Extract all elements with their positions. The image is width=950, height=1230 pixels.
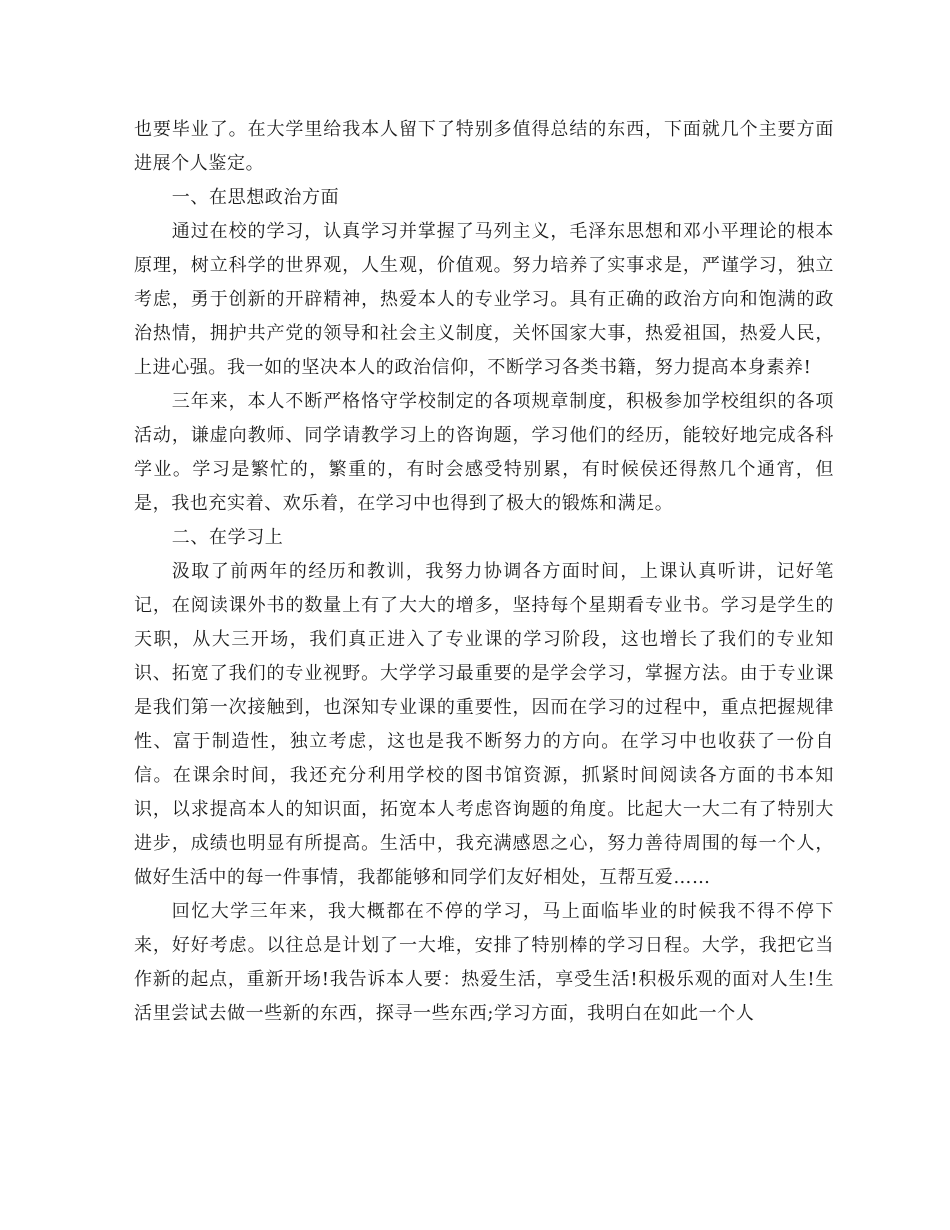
- document-body: [134, 113, 834, 1031]
- section-heading-political: 一、在思想政治方面: [171, 187, 340, 208]
- paragraph-political-2: 三年来，本人不断严格恪守学校制定的各项规章制度，积极参加学校组织的各项活动，谦虚向教师、同学请教学习上的咨询题，学习他们的经历，能较好地完成各科学业。学习是繁忙的，繁重的，有时会感受特别累，有时候侯还得熬几个通宵，但是，我也充实着、欢乐着，在学习中也得到了极大的锻炼和满足。: [134, 391, 834, 514]
- paragraph-intro: 也要毕业了。在大学里给我本人留下了特别多值得总结的东西，下面就几个主要方面进展个人鉴定。: [134, 119, 834, 174]
- paragraph-study-1: 汲取了前两年的经历和教训，我努力协调各方面时间，上课认真听讲，记好笔记，在阅读课外书的数量上有了大大的增多，坚持每个星期看专业书。学习是学生的天职，从大三开场，我们真正进入了专业课的学习阶段，这也增长了我们的专业知识、拓宽了我们的专业视野。大学学习最重要的是学会学习，掌握方法。由于专业课是我们第一次接触到，也深知专业课的重要性，因而在学习的过程中，重点把握规律性、富于制造性，独立考虑，这也是我不断努力的方向。在学习中也收获了一份自信。在课余时间，我还充分利用学校的图书馆资源，抓紧时间阅读各方面的书本知识，以求提高本人的知识面，拓宽本人考虑咨询题的角度。比起大一大二有了特别大进步，成绩也明显有所提高。生活中，我充满感恩之心，努力善待周围的每一个人，做好生活中的每一件事情，我都能够和同学们友好相处，互帮互爱……: [134, 561, 834, 888]
- section-heading-study: 二、在学习上: [171, 527, 284, 548]
- paragraph-political-1: 通过在校的学习，认真学习并掌握了马列主义，毛泽东思想和邓小平理论的根本原理，树立科学的世界观，人生观，价值观。努力培养了实事求是，严谨学习，独立考虑，勇于创新的开辟精神，热爱本人的专业学习。具有正确的政治方向和饱满的政治热情，拥护共产党的领导和社会主义制度，关怀国家大事，热爱祖国，热爱人民，上进心强。我一如的坚决本人的政治信仰，不断学习各类书籍，努力提高本身素养!: [134, 221, 834, 378]
- paragraph-reflection: 回忆大学三年来，我大概都在不停的学习，马上面临毕业的时候我不得不停下来，好好考虑。以往总是计划了一大堆，安排了特别棒的学习日程。大学，我把它当作新的起点，重新开场!我告诉本人要：热爱生活，享受生活!积极乐观的面对人生!生活里尝试去做一些新的东西，探寻一些东西;学习方面，我明白在如此一个人: [134, 901, 834, 1024]
